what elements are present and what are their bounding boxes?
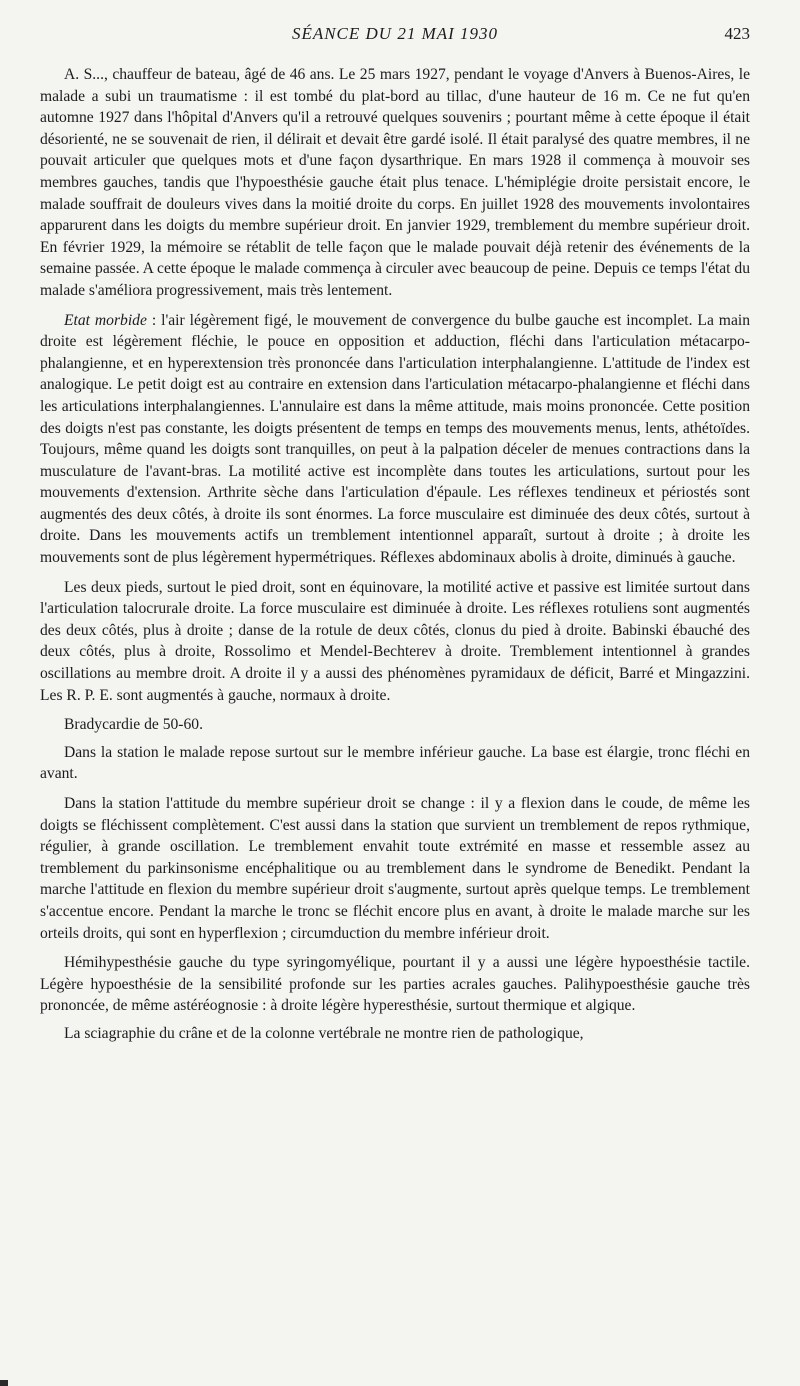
paragraph-bradycardie: Bradycardie de 50-60. (64, 716, 203, 734)
etat-morbide-text: : l'air légèrement figé, le mouvement de convergence du bulbe gauche est incomplet. La main droite est légèrement fléchie, le pouce en opposition et adduction, fléchi dans l'articulation métacarpo-phalangienne, et en hyperextension très prononcée dans l'articulation interphalangienne. L'attitude de l'index est analogique. Le petit doigt est au contraire en extension dans l'articulation métacarpo-phalangienne et fléchi dans les articulations interphalangiennes. L'annulaire est dans la même attitude, mais moins prononcée. Cette position des doigts n'est pas constante, les doigts présentent de temps en temps des mouvements menus, lents, athétoïdes. Toujours, même quand les doigts sont tranquilles, on peut à la palpation déceler de menues contractions dans la musculature de l'avant-bras. La motilité active est incomplète dans toutes les articulations, surtout pour les mouvements d'extension. Arthrite sèche dans l'articulation d'épaule. Les réflexes tendineux et périostés sont augmentés des deux côtés, à droite ils sont énormes. La force musculaire est diminuée des deux côtés, surtout à droite. Dans les mouvements actifs un tremblement intentionnel apparaît, surtout à droite ; à droite les mouvements sont de plus légèrement hypermétriques. Réflexes abdominaux abolis à droite, diminués à gauche. (40, 311, 750, 567)
etat-morbide-lead: Etat morbide (64, 311, 147, 329)
paragraph-station: Dans la station le malade repose surtout sur le membre inférieur gauche. La base est élargie, tronc fléchi en avant. (40, 743, 750, 783)
running-head (40, 24, 750, 52)
paragraph-etat-morbide (40, 310, 750, 569)
page-edge-mark (0, 1380, 8, 1386)
paragraph-hemihypesthesie: Hémihypesthésie gauche du type syringomyélique, pourtant il y a aussi une légère hypoesthésie tactile. Légère hypoesthésie de la sensibilité profonde sur les parties acrales gauches. Palihypoesthésie gauche très prononcée, de même astéréognosie : à droite légère hyperesthésie, surtout thermique et algique. (40, 954, 750, 1015)
paragraph-history: A. S..., chauffeur de bateau, âgé de 46 ans. Le 25 mars 1927, pendant le voyage d'Anvers à Buenos-Aires, le malade a subi un traumatisme : il est tombé du plat-bord au tillac, d'une hauteur de 16 m. Ce ne fut qu'en automne 1927 dans l'hôpital d'Anvers qu'il a retrouvé quelques souvenirs ; pourtant même à cette époque il était désorienté, ne se souvenait de rien, il délirait et devait être gardé isolé. Il était paralysé des quatre membres, il ne pouvait articuler que quelques mots et d'une façon dysarthrique. En mars 1928 il commença à mouvoir ses membres gauches, tandis que l'hypoesthésie gauche était plus tenace. L'hémiplégie droite persistait encore, le malade souffrait de douleurs vives dans la moitié droite du corps. En juillet 1928 des mouvements involontaires apparurent dans les doigts du membre supérieur droit. En janvier 1929, tremblement du membre supérieur droit. En février 1929, la mémoire se rétablit de telle façon que le malade pouvait déjà retenir des événements de la semaine passée. A cette époque le malade commença à circuler avec beaucoup de peine. Depuis ce temps l'état du malade s'améliora progressivement, mais très lentement. (40, 66, 750, 299)
paragraph-attitude: Dans la station l'attitude du membre supérieur droit se change : il y a flexion dans le coude, de même les doigts se fléchissent complètement. C'est aussi dans la station que survient un tremblement de repos rythmique, régulier, à grande oscillation. Le tremblement envahit toute extrémité en masse et ressemble assez au tremblement du parkinsonisme encéphalitique ou au tremblement dans le syndrome de Benedikt. Pendant la marche l'attitude en flexion du membre supérieur droit s'augmente, surtout après quelque temps. Le tremblement s'accentue encore. Pendant la marche le tronc se fléchit encore plus en avant, à droite le malade marche sur les orteils droits, qui sont en hyperflexion ; circumduction du membre inférieur droit. (40, 795, 750, 942)
page (40, 24, 750, 1053)
body-text (40, 64, 750, 1045)
page-number: 423 (724, 24, 750, 43)
running-title: SÉANCE DU 21 MAI 1930 (291, 24, 499, 43)
paragraph-pieds: Les deux pieds, surtout le pied droit, sont en équinovare, la motilité active et passive est limitée surtout dans l'articulation talocrurale droite. La force musculaire est diminuée à droite. Les réflexes rotuliens sont augmentés des deux côtés, plus à droite ; danse de la rotule de deux côtés, clonus du pied à droite. Babinski ébauché des deux côtés, plus à droite, Rossolimo et Mendel-Bechterev à droite. Tremblement intentionnel à grandes oscillations au membre droit. A droite il y a aussi des phénomènes pyramidaux de déficit, Barré et Mingazzini. Les R. P. E. sont augmentés à gauche, normaux à droite. (40, 578, 750, 704)
paragraph-sciagraphie: La sciagraphie du crâne et de la colonne vertébrale ne montre rien de pathologique, (64, 1024, 584, 1042)
